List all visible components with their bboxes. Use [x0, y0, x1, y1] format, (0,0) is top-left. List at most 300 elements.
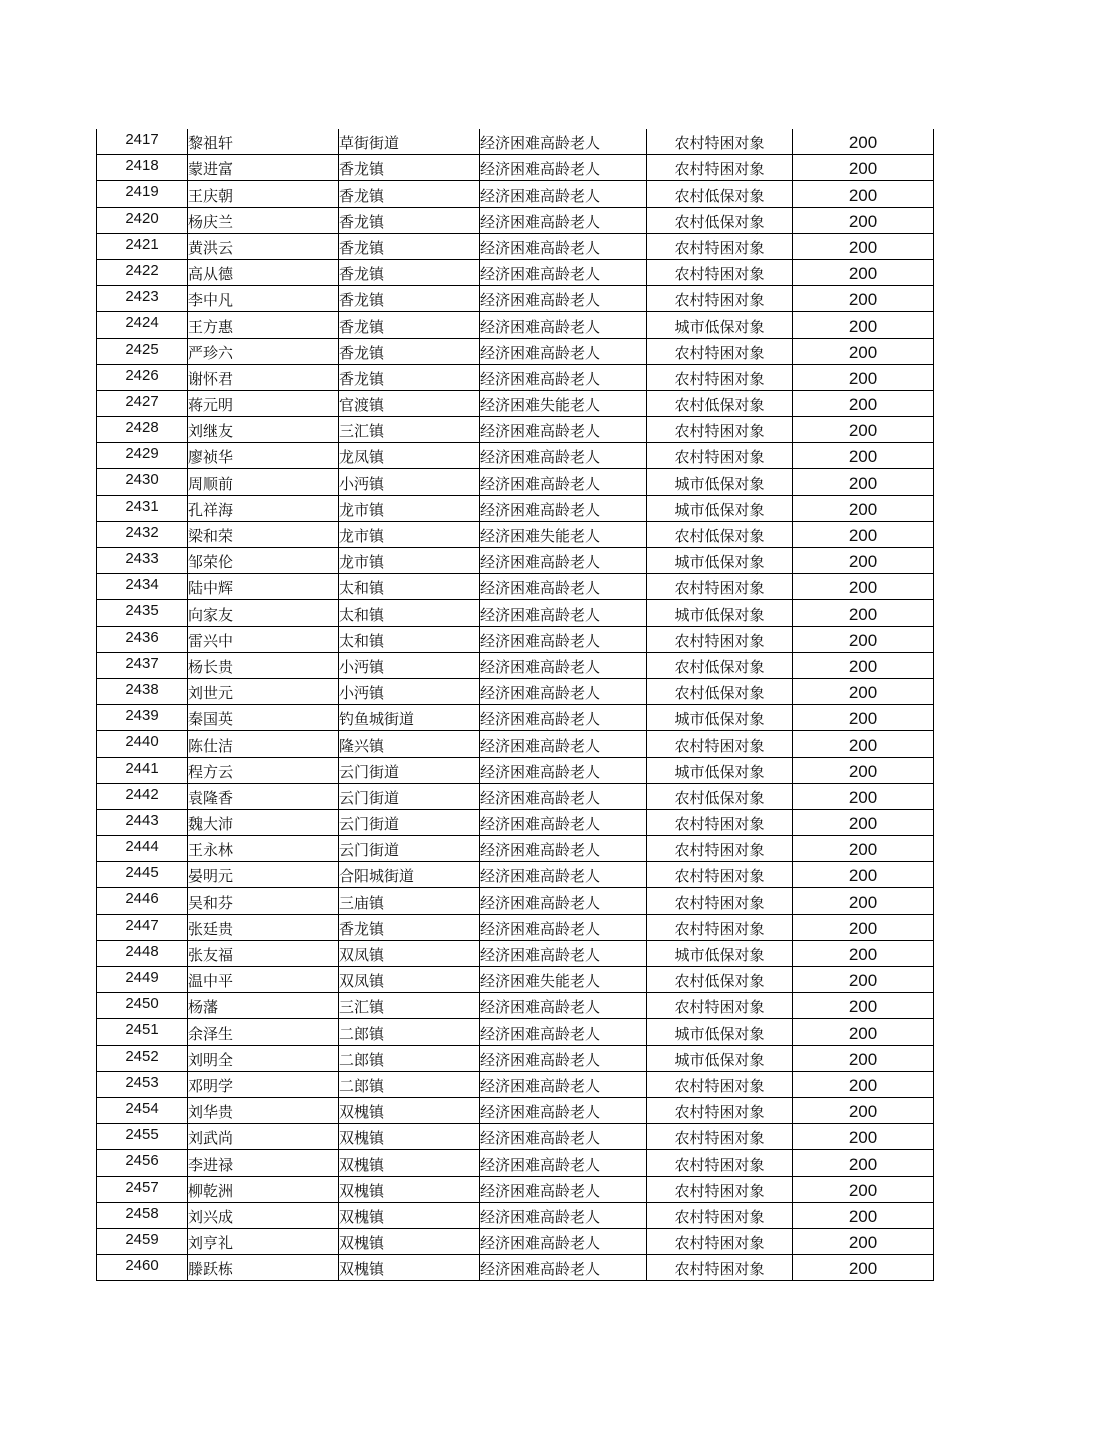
cell-serial-number: 2453 — [97, 1071, 188, 1097]
cell-person-name: 王庆朝 — [188, 181, 339, 207]
table-row — [97, 836, 934, 862]
cell-subsidy-category: 经济困难高龄老人 — [480, 1071, 647, 1097]
cell-recipient-type: 农村特困对象 — [647, 1124, 793, 1150]
cell-subsidy-category: 经济困难高龄老人 — [480, 862, 647, 888]
cell-amount: 200 — [793, 417, 934, 443]
table-row — [97, 1071, 934, 1097]
cell-serial-number: 2440 — [97, 731, 188, 757]
cell-person-name: 邓明学 — [188, 1071, 339, 1097]
cell-subsidy-category: 经济困难高龄老人 — [480, 1150, 647, 1176]
cell-person-name: 袁隆香 — [188, 783, 339, 809]
cell-serial-number: 2446 — [97, 888, 188, 914]
table-row — [97, 862, 934, 888]
table-row — [97, 678, 934, 704]
table-row — [97, 155, 934, 181]
cell-town: 龙市镇 — [339, 521, 480, 547]
cell-person-name: 杨庆兰 — [188, 207, 339, 233]
cell-amount: 200 — [793, 286, 934, 312]
cell-recipient-type: 农村特困对象 — [647, 1202, 793, 1228]
cell-town: 太和镇 — [339, 626, 480, 652]
cell-subsidy-category: 经济困难高龄老人 — [480, 836, 647, 862]
cell-amount: 200 — [793, 940, 934, 966]
table-row — [97, 1019, 934, 1045]
cell-amount: 200 — [793, 914, 934, 940]
cell-serial-number: 2435 — [97, 600, 188, 626]
table-row — [97, 574, 934, 600]
cell-recipient-type: 农村特困对象 — [647, 1150, 793, 1176]
cell-serial-number: 2425 — [97, 338, 188, 364]
cell-person-name: 梁和荣 — [188, 521, 339, 547]
table-row — [97, 233, 934, 259]
cell-amount: 200 — [793, 129, 934, 155]
cell-subsidy-category: 经济困难失能老人 — [480, 967, 647, 993]
cell-person-name: 陆中辉 — [188, 574, 339, 600]
cell-amount: 200 — [793, 783, 934, 809]
cell-serial-number: 2454 — [97, 1097, 188, 1123]
cell-serial-number: 2442 — [97, 783, 188, 809]
cell-recipient-type: 城市低保对象 — [647, 469, 793, 495]
cell-amount: 200 — [793, 731, 934, 757]
cell-person-name: 刘华贵 — [188, 1097, 339, 1123]
cell-serial-number: 2418 — [97, 155, 188, 181]
cell-recipient-type: 农村特困对象 — [647, 993, 793, 1019]
cell-serial-number: 2441 — [97, 757, 188, 783]
table-row — [97, 914, 934, 940]
table-row — [97, 967, 934, 993]
cell-person-name: 黄洪云 — [188, 233, 339, 259]
cell-person-name: 刘世元 — [188, 678, 339, 704]
table-row — [97, 312, 934, 338]
cell-town: 双凤镇 — [339, 940, 480, 966]
cell-serial-number: 2429 — [97, 443, 188, 469]
cell-amount: 200 — [793, 548, 934, 574]
cell-town: 太和镇 — [339, 600, 480, 626]
cell-person-name: 张友福 — [188, 940, 339, 966]
cell-person-name: 滕跃栋 — [188, 1255, 339, 1281]
cell-subsidy-category: 经济困难高龄老人 — [480, 312, 647, 338]
cell-subsidy-category: 经济困难高龄老人 — [480, 678, 647, 704]
cell-amount: 200 — [793, 364, 934, 390]
cell-subsidy-category: 经济困难高龄老人 — [480, 181, 647, 207]
cell-subsidy-category: 经济困难高龄老人 — [480, 1202, 647, 1228]
cell-recipient-type: 农村低保对象 — [647, 967, 793, 993]
table-row — [97, 888, 934, 914]
cell-person-name: 高从德 — [188, 259, 339, 285]
cell-person-name: 陈仕洁 — [188, 731, 339, 757]
cell-subsidy-category: 经济困难高龄老人 — [480, 155, 647, 181]
cell-person-name: 向家友 — [188, 600, 339, 626]
cell-serial-number: 2455 — [97, 1124, 188, 1150]
cell-town: 双槐镇 — [339, 1202, 480, 1228]
cell-town: 香龙镇 — [339, 338, 480, 364]
cell-subsidy-category: 经济困难高龄老人 — [480, 783, 647, 809]
cell-amount: 200 — [793, 181, 934, 207]
cell-subsidy-category: 经济困难高龄老人 — [480, 809, 647, 835]
table-row — [97, 495, 934, 521]
cell-town: 钓鱼城街道 — [339, 705, 480, 731]
cell-town: 龙凤镇 — [339, 443, 480, 469]
cell-recipient-type: 城市低保对象 — [647, 1045, 793, 1071]
cell-amount: 200 — [793, 1228, 934, 1254]
cell-serial-number: 2445 — [97, 862, 188, 888]
subsidy-table — [96, 129, 934, 1281]
cell-town: 香龙镇 — [339, 207, 480, 233]
cell-recipient-type: 农村特困对象 — [647, 574, 793, 600]
cell-serial-number: 2432 — [97, 521, 188, 547]
table-row — [97, 1255, 934, 1281]
cell-person-name: 柳乾洲 — [188, 1176, 339, 1202]
cell-recipient-type: 农村特困对象 — [647, 836, 793, 862]
cell-serial-number: 2417 — [97, 129, 188, 155]
cell-amount: 200 — [793, 207, 934, 233]
cell-recipient-type: 城市低保对象 — [647, 1019, 793, 1045]
table-row — [97, 364, 934, 390]
cell-subsidy-category: 经济困难高龄老人 — [480, 417, 647, 443]
cell-amount: 200 — [793, 443, 934, 469]
cell-amount: 200 — [793, 888, 934, 914]
cell-subsidy-category: 经济困难高龄老人 — [480, 129, 647, 155]
table-row — [97, 993, 934, 1019]
cell-town: 云门街道 — [339, 836, 480, 862]
table-row — [97, 548, 934, 574]
cell-subsidy-category: 经济困难高龄老人 — [480, 914, 647, 940]
cell-serial-number: 2451 — [97, 1019, 188, 1045]
cell-person-name: 蒙进富 — [188, 155, 339, 181]
cell-person-name: 刘兴成 — [188, 1202, 339, 1228]
cell-amount: 200 — [793, 836, 934, 862]
cell-recipient-type: 农村特困对象 — [647, 809, 793, 835]
cell-person-name: 李中凡 — [188, 286, 339, 312]
cell-person-name: 雷兴中 — [188, 626, 339, 652]
cell-town: 龙市镇 — [339, 548, 480, 574]
cell-serial-number: 2421 — [97, 233, 188, 259]
cell-subsidy-category: 经济困难高龄老人 — [480, 548, 647, 574]
cell-amount: 200 — [793, 1019, 934, 1045]
table-row — [97, 1124, 934, 1150]
cell-recipient-type: 农村低保对象 — [647, 678, 793, 704]
cell-town: 双槐镇 — [339, 1176, 480, 1202]
cell-serial-number: 2452 — [97, 1045, 188, 1071]
cell-recipient-type: 城市低保对象 — [647, 312, 793, 338]
cell-town: 双槐镇 — [339, 1097, 480, 1123]
cell-serial-number: 2424 — [97, 312, 188, 338]
cell-amount: 200 — [793, 312, 934, 338]
cell-town: 官渡镇 — [339, 390, 480, 416]
cell-amount: 200 — [793, 600, 934, 626]
cell-person-name: 王永林 — [188, 836, 339, 862]
cell-amount: 200 — [793, 1202, 934, 1228]
cell-recipient-type: 农村特困对象 — [647, 1097, 793, 1123]
cell-serial-number: 2433 — [97, 548, 188, 574]
subsidy-table-container — [96, 129, 934, 1281]
cell-town: 合阳城街道 — [339, 862, 480, 888]
cell-serial-number: 2423 — [97, 286, 188, 312]
cell-person-name: 温中平 — [188, 967, 339, 993]
cell-amount: 200 — [793, 1150, 934, 1176]
cell-person-name: 刘武尚 — [188, 1124, 339, 1150]
cell-town: 香龙镇 — [339, 155, 480, 181]
cell-person-name: 秦国英 — [188, 705, 339, 731]
cell-recipient-type: 农村特困对象 — [647, 443, 793, 469]
cell-town: 二郎镇 — [339, 1045, 480, 1071]
table-row — [97, 1202, 934, 1228]
cell-person-name: 王方惠 — [188, 312, 339, 338]
cell-recipient-type: 城市低保对象 — [647, 940, 793, 966]
cell-recipient-type: 农村低保对象 — [647, 652, 793, 678]
cell-amount: 200 — [793, 390, 934, 416]
cell-subsidy-category: 经济困难高龄老人 — [480, 1097, 647, 1123]
cell-amount: 200 — [793, 155, 934, 181]
table-row — [97, 940, 934, 966]
table-body — [97, 129, 934, 1281]
cell-person-name: 谢怀君 — [188, 364, 339, 390]
cell-subsidy-category: 经济困难高龄老人 — [480, 259, 647, 285]
cell-town: 双槐镇 — [339, 1255, 480, 1281]
cell-subsidy-category: 经济困难高龄老人 — [480, 600, 647, 626]
cell-serial-number: 2427 — [97, 390, 188, 416]
cell-recipient-type: 农村特困对象 — [647, 1071, 793, 1097]
table-row — [97, 1045, 934, 1071]
table-row — [97, 521, 934, 547]
cell-amount: 200 — [793, 574, 934, 600]
cell-recipient-type: 城市低保对象 — [647, 705, 793, 731]
cell-recipient-type: 农村低保对象 — [647, 207, 793, 233]
cell-amount: 200 — [793, 809, 934, 835]
cell-recipient-type: 城市低保对象 — [647, 600, 793, 626]
cell-subsidy-category: 经济困难高龄老人 — [480, 338, 647, 364]
cell-recipient-type: 农村低保对象 — [647, 181, 793, 207]
cell-subsidy-category: 经济困难高龄老人 — [480, 1045, 647, 1071]
cell-town: 香龙镇 — [339, 914, 480, 940]
cell-serial-number: 2419 — [97, 181, 188, 207]
cell-amount: 200 — [793, 521, 934, 547]
cell-town: 双槐镇 — [339, 1228, 480, 1254]
cell-subsidy-category: 经济困难高龄老人 — [480, 1124, 647, 1150]
cell-person-name: 刘继友 — [188, 417, 339, 443]
cell-amount: 200 — [793, 1124, 934, 1150]
cell-subsidy-category: 经济困难高龄老人 — [480, 286, 647, 312]
cell-recipient-type: 农村特困对象 — [647, 862, 793, 888]
cell-town: 太和镇 — [339, 574, 480, 600]
cell-serial-number: 2422 — [97, 259, 188, 285]
cell-amount: 200 — [793, 233, 934, 259]
table-row — [97, 652, 934, 678]
table-row — [97, 1228, 934, 1254]
cell-amount: 200 — [793, 967, 934, 993]
cell-town: 小沔镇 — [339, 678, 480, 704]
cell-person-name: 黎祖轩 — [188, 129, 339, 155]
cell-amount: 200 — [793, 259, 934, 285]
cell-subsidy-category: 经济困难高龄老人 — [480, 888, 647, 914]
cell-town: 云门街道 — [339, 757, 480, 783]
cell-town: 双槐镇 — [339, 1150, 480, 1176]
cell-town: 云门街道 — [339, 783, 480, 809]
table-row — [97, 705, 934, 731]
cell-amount: 200 — [793, 1255, 934, 1281]
cell-subsidy-category: 经济困难高龄老人 — [480, 626, 647, 652]
table-row — [97, 417, 934, 443]
cell-serial-number: 2450 — [97, 993, 188, 1019]
cell-town: 香龙镇 — [339, 181, 480, 207]
cell-person-name: 余泽生 — [188, 1019, 339, 1045]
cell-town: 三汇镇 — [339, 993, 480, 1019]
cell-serial-number: 2438 — [97, 678, 188, 704]
cell-serial-number: 2459 — [97, 1228, 188, 1254]
table-row — [97, 809, 934, 835]
cell-serial-number: 2447 — [97, 914, 188, 940]
cell-serial-number: 2444 — [97, 836, 188, 862]
cell-subsidy-category: 经济困难高龄老人 — [480, 574, 647, 600]
cell-town: 双槐镇 — [339, 1124, 480, 1150]
cell-subsidy-category: 经济困难高龄老人 — [480, 1176, 647, 1202]
cell-amount: 200 — [793, 862, 934, 888]
cell-serial-number: 2458 — [97, 1202, 188, 1228]
cell-recipient-type: 农村特困对象 — [647, 286, 793, 312]
cell-town: 双凤镇 — [339, 967, 480, 993]
cell-subsidy-category: 经济困难高龄老人 — [480, 993, 647, 1019]
cell-subsidy-category: 经济困难高龄老人 — [480, 469, 647, 495]
cell-serial-number: 2460 — [97, 1255, 188, 1281]
cell-subsidy-category: 经济困难高龄老人 — [480, 364, 647, 390]
cell-person-name: 张廷贵 — [188, 914, 339, 940]
cell-person-name: 晏明元 — [188, 862, 339, 888]
cell-person-name: 孔祥海 — [188, 495, 339, 521]
table-row — [97, 1176, 934, 1202]
cell-person-name: 刘明全 — [188, 1045, 339, 1071]
cell-amount: 200 — [793, 1045, 934, 1071]
cell-recipient-type: 农村低保对象 — [647, 783, 793, 809]
cell-recipient-type: 农村特困对象 — [647, 914, 793, 940]
cell-serial-number: 2456 — [97, 1150, 188, 1176]
cell-town: 二郎镇 — [339, 1019, 480, 1045]
cell-recipient-type: 城市低保对象 — [647, 548, 793, 574]
cell-town: 香龙镇 — [339, 233, 480, 259]
cell-person-name: 李进禄 — [188, 1150, 339, 1176]
cell-recipient-type: 农村低保对象 — [647, 390, 793, 416]
cell-amount: 200 — [793, 652, 934, 678]
table-row — [97, 1150, 934, 1176]
cell-person-name: 周顺前 — [188, 469, 339, 495]
cell-recipient-type: 农村特困对象 — [647, 1228, 793, 1254]
cell-subsidy-category: 经济困难高龄老人 — [480, 207, 647, 233]
cell-subsidy-category: 经济困难高龄老人 — [480, 757, 647, 783]
cell-serial-number: 2426 — [97, 364, 188, 390]
cell-person-name: 蒋元明 — [188, 390, 339, 416]
cell-subsidy-category: 经济困难高龄老人 — [480, 1255, 647, 1281]
cell-recipient-type: 农村特困对象 — [647, 129, 793, 155]
cell-serial-number: 2436 — [97, 626, 188, 652]
cell-recipient-type: 农村特困对象 — [647, 259, 793, 285]
table-row — [97, 259, 934, 285]
cell-town: 香龙镇 — [339, 259, 480, 285]
cell-serial-number: 2428 — [97, 417, 188, 443]
table-row — [97, 181, 934, 207]
table-row — [97, 338, 934, 364]
cell-person-name: 程方云 — [188, 757, 339, 783]
table-row — [97, 783, 934, 809]
cell-town: 香龙镇 — [339, 364, 480, 390]
cell-subsidy-category: 经济困难高龄老人 — [480, 652, 647, 678]
cell-serial-number: 2449 — [97, 967, 188, 993]
cell-serial-number: 2457 — [97, 1176, 188, 1202]
cell-recipient-type: 农村低保对象 — [647, 521, 793, 547]
cell-recipient-type: 农村特困对象 — [647, 155, 793, 181]
cell-person-name: 吴和芬 — [188, 888, 339, 914]
cell-amount: 200 — [793, 705, 934, 731]
cell-town: 香龙镇 — [339, 312, 480, 338]
cell-amount: 200 — [793, 1097, 934, 1123]
cell-recipient-type: 农村特困对象 — [647, 364, 793, 390]
cell-amount: 200 — [793, 1071, 934, 1097]
cell-person-name: 严珍六 — [188, 338, 339, 364]
table-row — [97, 469, 934, 495]
cell-person-name: 杨藩 — [188, 993, 339, 1019]
cell-recipient-type: 农村特困对象 — [647, 1255, 793, 1281]
cell-town: 小沔镇 — [339, 469, 480, 495]
table-row — [97, 626, 934, 652]
table-row — [97, 731, 934, 757]
cell-recipient-type: 农村特困对象 — [647, 417, 793, 443]
cell-recipient-type: 农村特困对象 — [647, 731, 793, 757]
cell-recipient-type: 农村特困对象 — [647, 888, 793, 914]
table-row — [97, 207, 934, 233]
cell-recipient-type: 农村特困对象 — [647, 626, 793, 652]
cell-town: 隆兴镇 — [339, 731, 480, 757]
cell-person-name: 杨长贵 — [188, 652, 339, 678]
cell-town: 小沔镇 — [339, 652, 480, 678]
table-row — [97, 1097, 934, 1123]
cell-person-name: 刘亨礼 — [188, 1228, 339, 1254]
table-row — [97, 129, 934, 155]
table-row — [97, 390, 934, 416]
cell-recipient-type: 农村特困对象 — [647, 338, 793, 364]
cell-serial-number: 2430 — [97, 469, 188, 495]
cell-amount: 200 — [793, 626, 934, 652]
cell-subsidy-category: 经济困难高龄老人 — [480, 1019, 647, 1045]
cell-serial-number: 2431 — [97, 495, 188, 521]
table-row — [97, 600, 934, 626]
cell-person-name: 邹荣伦 — [188, 548, 339, 574]
cell-amount: 200 — [793, 678, 934, 704]
cell-subsidy-category: 经济困难高龄老人 — [480, 940, 647, 966]
cell-serial-number: 2434 — [97, 574, 188, 600]
cell-amount: 200 — [793, 757, 934, 783]
cell-recipient-type: 城市低保对象 — [647, 757, 793, 783]
cell-town: 三汇镇 — [339, 417, 480, 443]
cell-subsidy-category: 经济困难高龄老人 — [480, 443, 647, 469]
cell-amount: 200 — [793, 495, 934, 521]
cell-subsidy-category: 经济困难高龄老人 — [480, 233, 647, 259]
cell-town: 二郎镇 — [339, 1071, 480, 1097]
cell-town: 三庙镇 — [339, 888, 480, 914]
cell-subsidy-category: 经济困难失能老人 — [480, 521, 647, 547]
cell-town: 龙市镇 — [339, 495, 480, 521]
cell-person-name: 廖祯华 — [188, 443, 339, 469]
cell-town: 云门街道 — [339, 809, 480, 835]
cell-amount: 200 — [793, 469, 934, 495]
cell-person-name: 魏大沛 — [188, 809, 339, 835]
cell-subsidy-category: 经济困难失能老人 — [480, 390, 647, 416]
cell-amount: 200 — [793, 1176, 934, 1202]
cell-serial-number: 2448 — [97, 940, 188, 966]
cell-amount: 200 — [793, 993, 934, 1019]
cell-town: 草街街道 — [339, 129, 480, 155]
table-row — [97, 443, 934, 469]
cell-amount: 200 — [793, 338, 934, 364]
cell-recipient-type: 农村特困对象 — [647, 1176, 793, 1202]
cell-town: 香龙镇 — [339, 286, 480, 312]
cell-subsidy-category: 经济困难高龄老人 — [480, 705, 647, 731]
